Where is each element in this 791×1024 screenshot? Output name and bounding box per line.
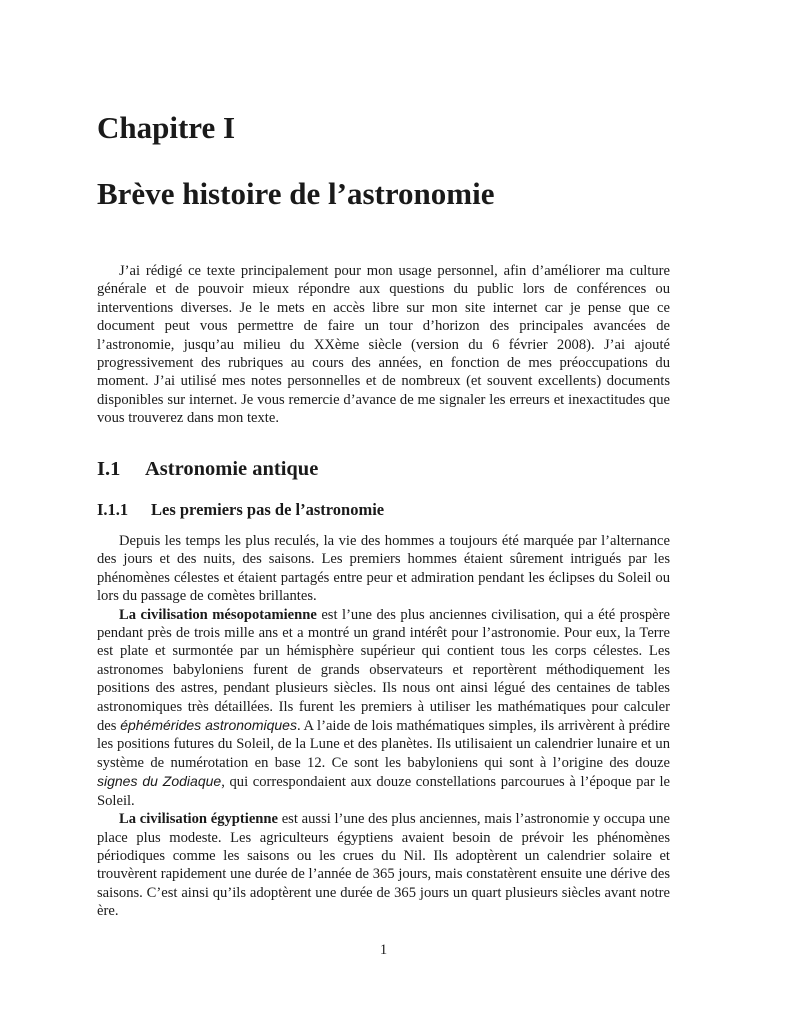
paragraph-early-astronomy: Depuis les temps les plus reculés, la vie des hommes a toujours été marquée par l’alternance des jours et des nuits, des saisons. Les premiers hommes étaient sûrement intrigués par les phénomènes célestes et étaient partagés entre peur et admiration pendant les éclipses du Soleil ou lors du passage de comètes brillantes. [97,533,670,605]
paragraph-text: est aussi l’une des plus anciennes, mais l’astronomie y occupa une place plus modeste. Les agriculteurs égyptiens avaient besoin de prévoir les phénomènes périodiques comme les saisons ou les crues du Nil. Ils adoptèrent un calendrier solaire et trouvèrent rapidement une durée de l’année de 365 jours, mais constatèrent ensuite une dérive des saisons. C’est ainsi qu’ils adoptèrent une durée de 365 jours un quart plusieurs siècles avant notre ère. [97,811,670,920]
chapter-label: Chapitre I [97,110,236,145]
paragraph-egypt [97,810,670,920]
paragraph-text: . A l’aide de lois mathématiques simples, ils arrivèrent à prédire les positions futures du Soleil, de la Lune et des planètes. Ils utilisaient un calendrier lunaire et un système de numérotation en base 12. Ce sont les babyloniens qui sont à l’origine des douze [97,718,670,771]
subsection-title: Les premiers pas de l’astronomie [151,500,385,519]
paragraph-text: , qui correspondaient aux douze constellations parcourues à l’époque par le Soleil. [97,774,670,809]
section-title: Astronomie antique [145,458,319,480]
term-ephemerides: éphémérides astronomiques [120,717,297,734]
subsection-heading [97,499,384,521]
paragraph-mesopotamia [97,606,670,810]
body-text [97,532,670,921]
term-egyptian-civilization: La civilisation égyptienne [119,811,279,828]
term-zodiac: signes du Zodiaque [97,773,222,790]
term-mesopotamian-civilization: La civilisation mésopotamienne [119,606,317,623]
chapter-title: Brève histoire de l’astronomie [97,176,495,211]
page-number: 1 [379,942,388,958]
section-heading [97,456,318,482]
subsection-number: I.1.1 [97,500,129,519]
paragraph-text: est l’une des plus anciennes civilisation, qui a été prospère pendant près de trois mille ans et a montré un grand intérêt pour l’astronomie. Pour eux, la Terre est plate et surmontée par un hémisphère supérieur qui contient tous les corps célestes. Les astronomes babyloniens furent de grands observateurs et reportèrent méthodiquement les positions des astres, pendant plusieurs siècles. Ils nous ont ainsi légué des centaines de tables astronomiques très détaillées. Ils furent les premiers à utiliser les mathématiques pour calculer des [97,606,670,735]
intro-paragraph: J’ai rédigé ce texte principalement pour mon usage personnel, afin d’améliorer ma culture générale et de pouvoir mieux répondre aux questions du public lors de conférences ou interventions diverses. Je le mets en accès libre sur mon site internet car je pense que ce document peut vous permettre de faire un tour d’horizon des principales avancées de l’astronomie, jusqu’au milieu du XXème siècle (version du 6 février 2008). J’ai ajouté progressivement des rubriques au cours des années, en fonction de mes préoccupations du moment. J’ai utilisé mes notes personnelles et de nombreux (et souvent excellents) documents disponibles sur internet. Je vous remercie d’avance de me signaler les erreurs et inexactitudes que vous trouverez dans mon texte. [97,263,670,427]
section-number: I.1 [97,458,121,480]
